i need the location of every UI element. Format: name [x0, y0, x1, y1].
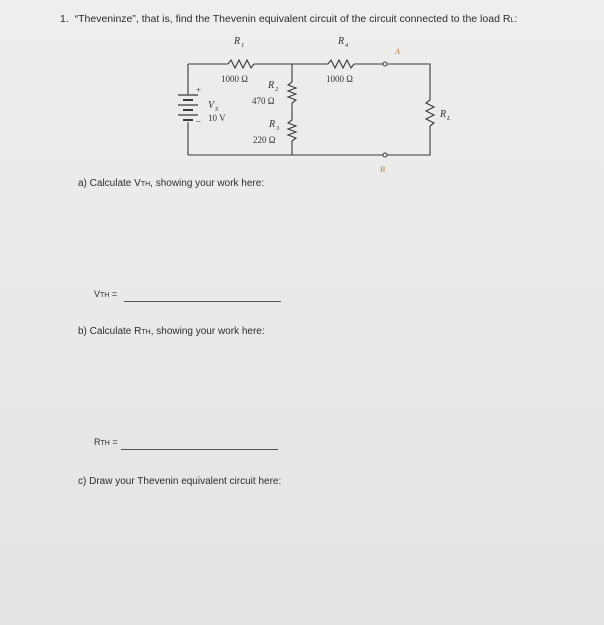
resistor-r1: [228, 60, 254, 68]
r4-label: R: [338, 36, 345, 47]
question-load-sub: L: [510, 17, 515, 24]
node-b-label: B: [380, 165, 385, 174]
node-a-terminal: [383, 62, 387, 66]
vs-plus: +: [196, 85, 202, 95]
part-c-prompt: c) Draw your Thevenin equivalent circuit here:: [78, 476, 282, 487]
question-suffix: :: [514, 13, 518, 25]
r4-sub: 4: [345, 42, 349, 49]
vs-label: V: [208, 100, 215, 111]
node-b-terminal: [383, 153, 387, 157]
vs-minus: –: [196, 116, 201, 126]
resistor-r2: [288, 82, 296, 103]
r2-value: 470 Ω: [252, 96, 275, 106]
part-b-suffix: , showing your work here:: [150, 326, 265, 337]
r3-value: 220 Ω: [253, 135, 276, 145]
resistor-r3: [288, 120, 296, 141]
r2-label: R: [268, 80, 275, 91]
circuit-diagram: [0, 0, 604, 200]
battery-vs: [178, 95, 198, 120]
r1-value: 1000 Ω: [221, 74, 248, 84]
part-a-sub: TH: [140, 181, 151, 188]
wire-node-a-right: [387, 64, 430, 100]
rth-prefix: R: [94, 437, 101, 447]
rth-answer-label: [94, 437, 118, 447]
question-number: 1.: [60, 13, 69, 25]
vth-answer-line[interactable]: [124, 301, 281, 302]
node-a-label: A: [395, 47, 400, 56]
part-b-prefix: b) Calculate R: [78, 326, 142, 337]
vth-sub: TH: [100, 292, 110, 299]
part-a-prompt: [78, 178, 264, 189]
rth-suffix: =: [109, 437, 118, 447]
r3-label: R: [269, 119, 276, 130]
vs-value: 10 V: [208, 113, 226, 123]
r1-sub: 1: [241, 42, 245, 49]
r3-sub: 3: [276, 125, 280, 132]
r2-sub: 2: [275, 86, 279, 93]
part-a-suffix: , showing your work here:: [150, 178, 265, 189]
wire-rl-bottom: [387, 126, 430, 155]
resistor-rl: [426, 100, 434, 126]
rth-sub: TH: [100, 440, 110, 447]
rl-sub: L: [447, 115, 451, 122]
vth-suffix: =: [109, 289, 118, 299]
rth-answer-line[interactable]: [121, 449, 278, 450]
r1-label: R: [234, 36, 241, 47]
question-text: “Theveninze”, that is, find the Thevenin equivalent circuit of the circuit connected to the load R: [74, 13, 511, 25]
rl-label: R: [440, 109, 447, 120]
vs-sub: S: [215, 106, 219, 113]
resistor-r4: [328, 60, 354, 68]
part-a-prefix: a) Calculate V: [78, 178, 141, 189]
part-b-prompt: [78, 326, 265, 337]
part-b-sub: TH: [141, 329, 151, 336]
vth-prefix: V: [94, 289, 101, 299]
vth-answer-label: [94, 289, 117, 299]
r4-value: 1000 Ω: [326, 74, 353, 84]
